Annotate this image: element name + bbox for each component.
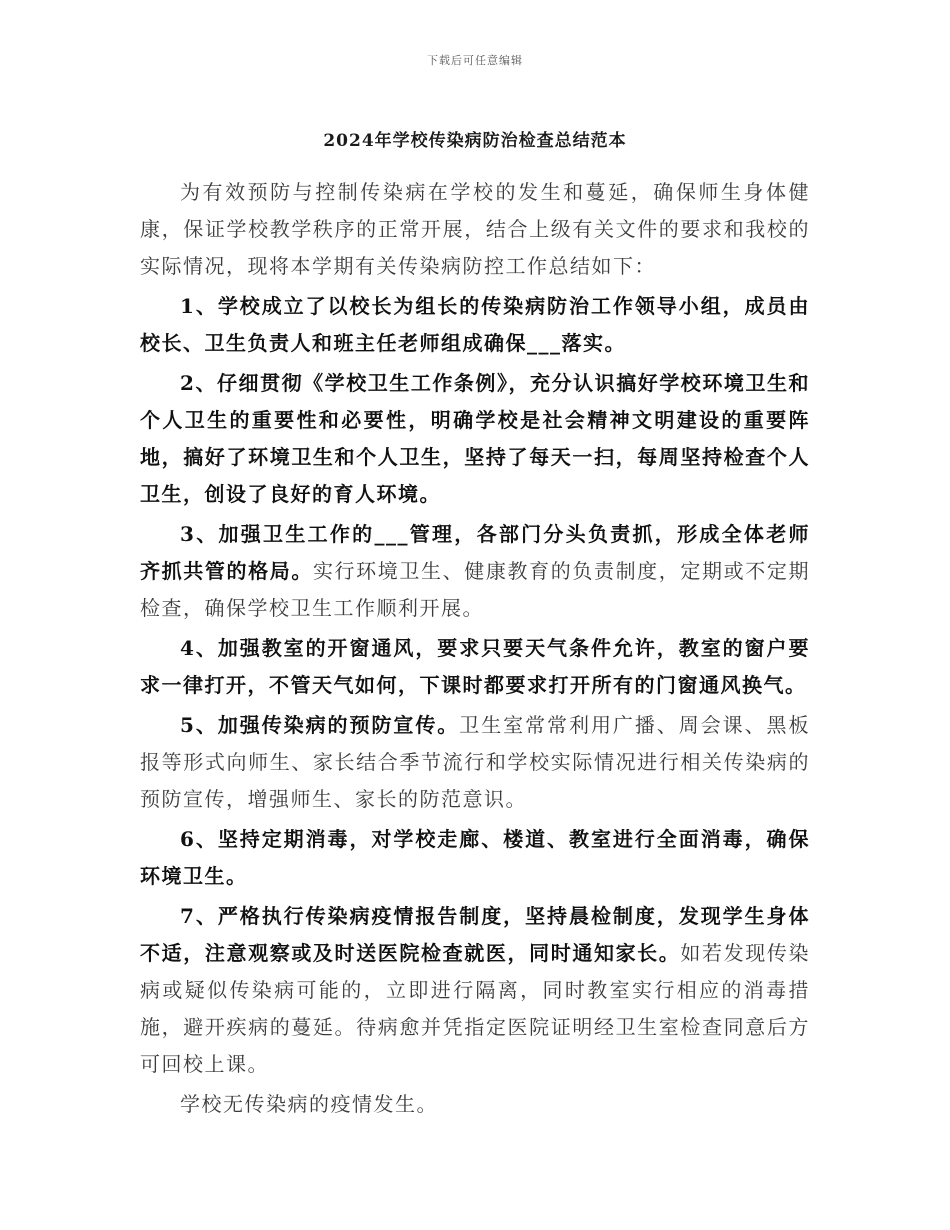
closing-paragraph: 学校无传染病的疫情发生。 [180, 1092, 438, 1116]
header-note: 下载后可任意编辑 [427, 54, 523, 67]
item-normal-text: 如若发现传染病或疑似传染病可能的，立即进行隔离，同时教室实行相应的消毒措施，避开疾病的蔓延。待病愈并凭指定医院证明经卫生室检查同意后方可回校上课。 [140, 941, 811, 1076]
intro-paragraph: 为有效预防与控制传染病在学校的发生和蔓延，确保师生身体健康，保证学校教学秩序的正常开展，结合上级有关文件的要求和我校的实际情况，现将本学期有关传染病防控工作总结如下： [140, 180, 810, 278]
item-paragraph-4 [140, 630, 810, 704]
item-normal-text: 卫生室常常利用广播、周会课、黑板报等形式向师生、家长结合季节流行和学校实际情况进行相关传染病的预防宣传，增强师生、家长的防范意识。 [140, 713, 811, 811]
item-bold-text: 7、严格执行传染病疫情报告制度，坚持晨检制度，发现学生身体不适，注意观察或及时送医院检查就医，同时通知家长。 [140, 904, 810, 965]
document-title: 2024年学校传染病防治检查总结范本 [323, 131, 627, 151]
item-bold-text: 4、加强教室的开窗通风，要求只要天气条件允许，教室的窗户要求一律打开，不管天气如何，下课时都要求打开所有的门窗通风换气。 [140, 636, 810, 697]
item-paragraph-2 [140, 365, 810, 513]
item-bold-text: 3、加强卫生工作的___管理，各部门分头负责抓，形成全体老师齐抓共管的格局。 [140, 522, 810, 583]
item-paragraph-3 [140, 516, 810, 627]
item-bold-text: 2、仔细贯彻《学校卫生工作条例》，充分认识搞好学校环境卫生和个人卫生的重要性和必要性，明确学校是社会精神文明建设的重要阵地，搞好了环境卫生和个人卫生，坚持了每天一扫，每周坚持检查个人卫生，创设了良好的育人环境。 [140, 371, 810, 506]
item-bold-text: 1、学校成立了以校长为组长的传染病防治工作领导小组，成员由校长、卫生负责人和班主任老师组成确保___落实。 [140, 294, 810, 355]
item-bold-text: 5、加强传染病的预防宣传。 [180, 713, 460, 737]
item-normal-text: 实行环境卫生、健康教育的负责制度，定期或不定期检查，确保学校卫生工作顺利开展。 [140, 559, 811, 620]
document-body [140, 174, 810, 1123]
item-paragraph-6 [140, 821, 810, 895]
item-bold-text: 6、坚持定期消毒，对学校走廊、楼道、教室进行全面消毒，确保环境卫生。 [140, 827, 810, 888]
item-paragraph-5 [140, 707, 810, 818]
item-paragraph-7 [140, 898, 810, 1083]
item-paragraph-1 [140, 288, 810, 362]
